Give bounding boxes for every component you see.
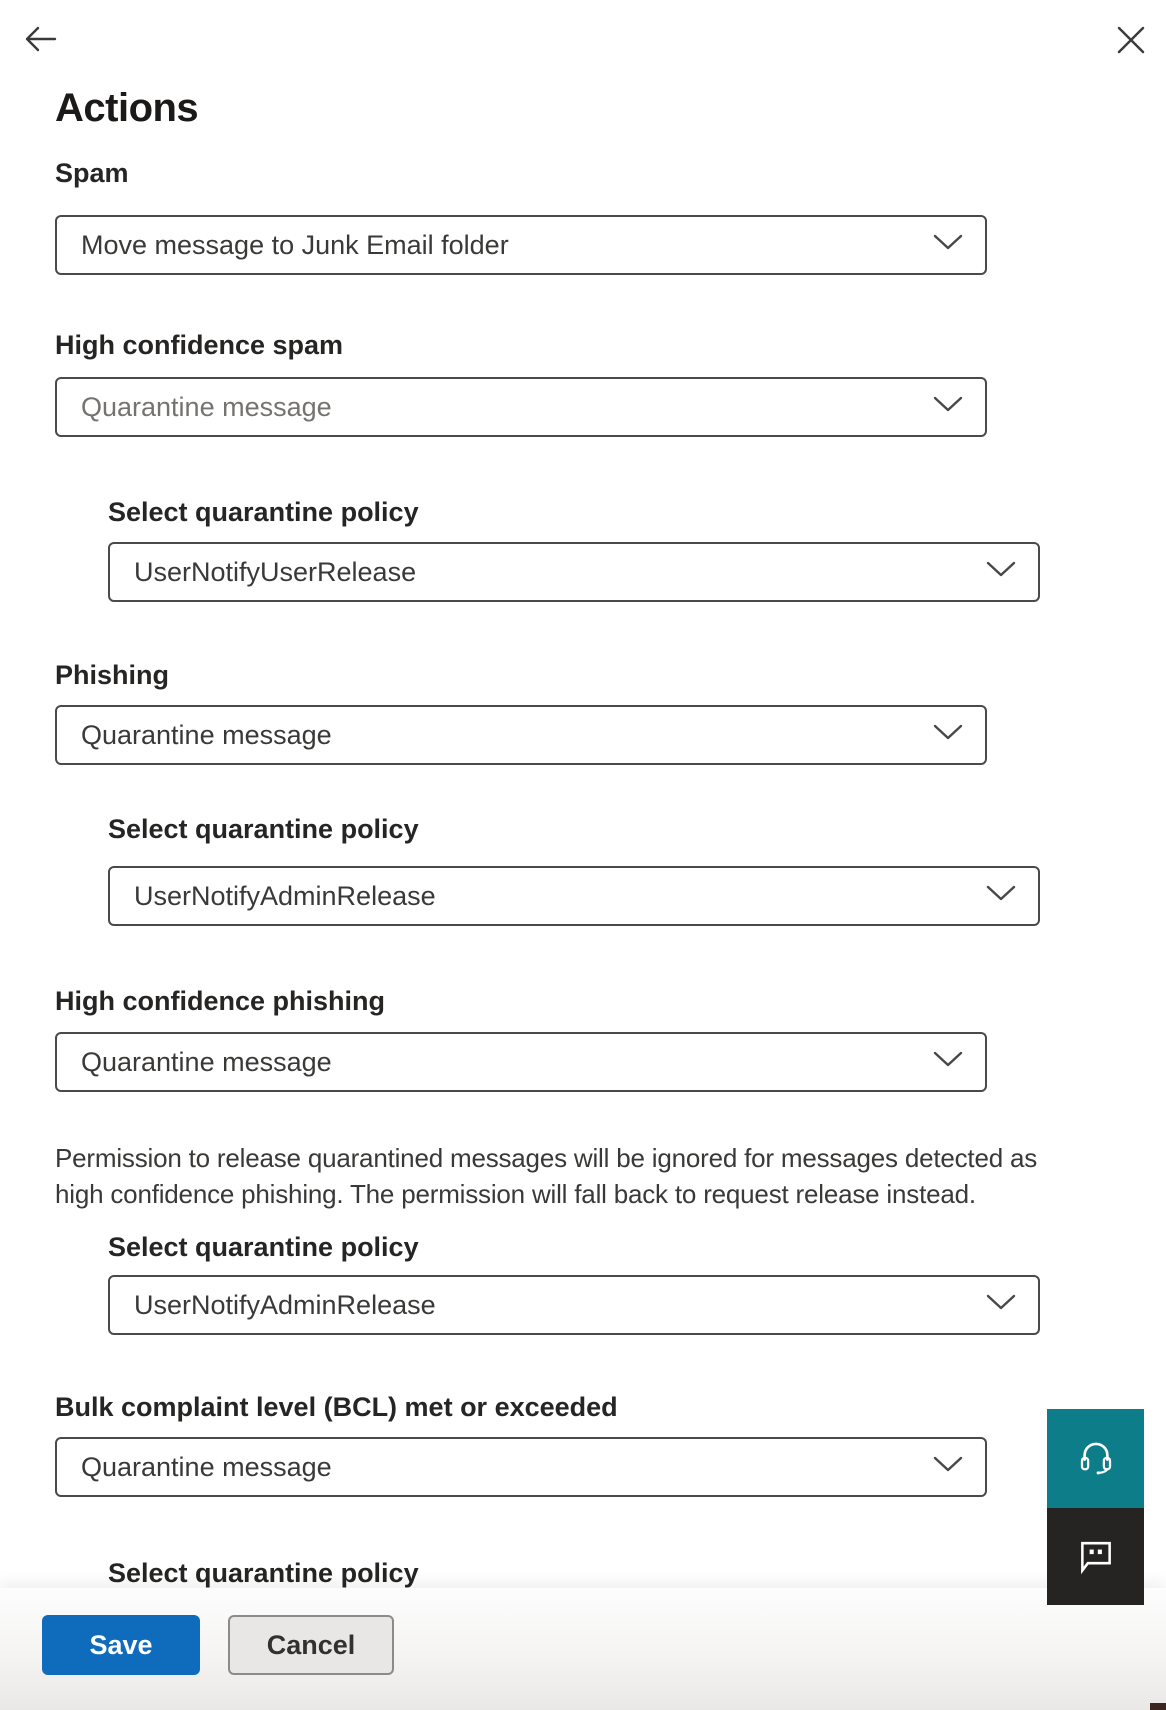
chevron-down-icon <box>933 234 963 256</box>
cancel-button[interactable]: Cancel <box>228 1615 394 1675</box>
bulk-quarantine-policy-label: Select quarantine policy <box>108 1558 419 1588</box>
spam-action-value: Move message to Junk Email folder <box>81 229 509 260</box>
phishing-quarantine-policy-dropdown[interactable] <box>108 866 1040 926</box>
hcp-permission-note-line2: high confidence phishing. The permission will fall back to request release instead. <box>55 1179 976 1209</box>
chevron-down-icon <box>933 396 963 418</box>
hcp-permission-note-line1: Permission to release quarantined messages will be ignored for messages detected as <box>55 1143 1038 1173</box>
high-confidence-phishing-label: High confidence phishing <box>55 986 385 1016</box>
high-confidence-phishing-action-value: Quarantine message <box>81 1046 332 1077</box>
hcs-quarantine-policy-label: Select quarantine policy <box>108 497 419 527</box>
back-button[interactable] <box>20 20 60 60</box>
phishing-action-dropdown[interactable] <box>55 705 987 765</box>
phishing-quarantine-policy-label: Select quarantine policy <box>108 814 419 844</box>
chat-bubble-icon <box>1076 1535 1116 1578</box>
high-confidence-spam-action-dropdown[interactable] <box>55 377 987 437</box>
bulk-complaint-level-label: Bulk complaint level (BCL) met or exceeded <box>55 1392 618 1422</box>
chevron-down-icon <box>933 1051 963 1073</box>
chevron-down-icon <box>933 724 963 746</box>
save-button[interactable]: Save <box>42 1615 200 1675</box>
hcp-quarantine-policy-label: Select quarantine policy <box>108 1232 419 1262</box>
chevron-down-icon <box>986 561 1016 583</box>
bulk-complaint-action-dropdown[interactable] <box>55 1437 987 1497</box>
feedback-button[interactable] <box>1047 1508 1144 1605</box>
hcs-quarantine-policy-value: UserNotifyUserRelease <box>134 556 417 587</box>
phishing-label: Phishing <box>55 660 169 690</box>
page-title: Actions <box>55 86 199 130</box>
headset-icon <box>1075 1436 1117 1481</box>
hcs-quarantine-policy-dropdown[interactable] <box>108 542 1040 602</box>
high-confidence-phishing-action-dropdown[interactable] <box>55 1032 987 1092</box>
spam-action-dropdown[interactable] <box>55 215 987 275</box>
chevron-down-icon <box>986 1294 1016 1316</box>
spam-label: Spam <box>55 158 129 188</box>
close-x-icon <box>1116 25 1146 58</box>
chevron-down-icon <box>986 885 1016 907</box>
high-confidence-spam-action-value: Quarantine message <box>81 391 332 422</box>
hcp-quarantine-policy-value: UserNotifyAdminRelease <box>134 1289 436 1320</box>
bulk-complaint-action-value: Quarantine message <box>81 1451 332 1482</box>
hcp-quarantine-policy-dropdown[interactable] <box>108 1275 1040 1335</box>
phishing-action-value: Quarantine message <box>81 719 332 750</box>
window-corner-fragment <box>1150 1703 1166 1710</box>
high-confidence-spam-label: High confidence spam <box>55 330 344 360</box>
close-button[interactable] <box>1110 20 1152 62</box>
support-button[interactable] <box>1047 1409 1144 1508</box>
arrow-left-icon <box>21 20 59 61</box>
phishing-quarantine-policy-value: UserNotifyAdminRelease <box>134 880 436 911</box>
chevron-down-icon <box>933 1456 963 1478</box>
